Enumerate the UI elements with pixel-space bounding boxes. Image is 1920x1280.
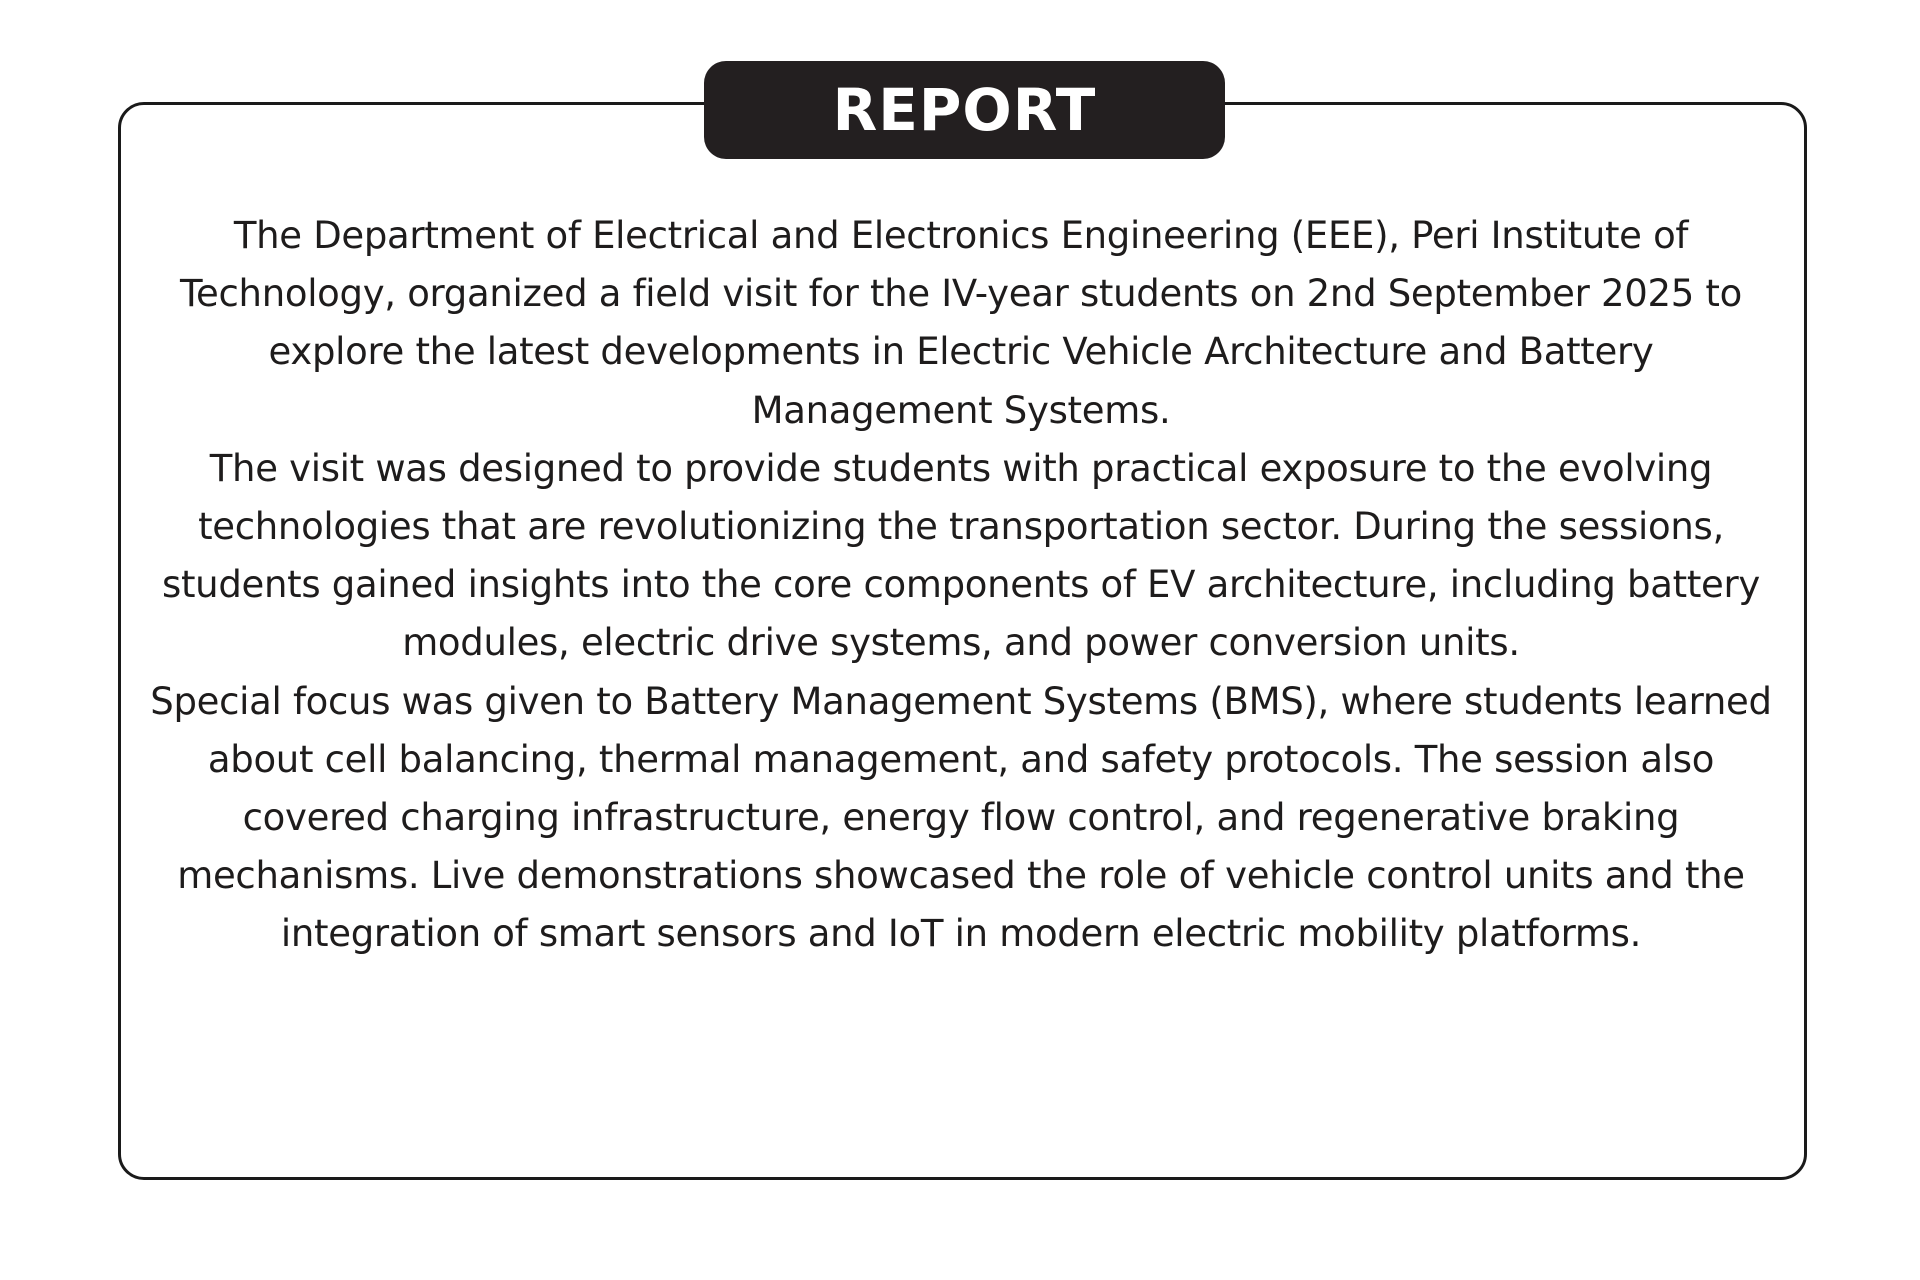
report-paragraph-visit: The visit was designed to provide students with practical exposure to the evolving technologies that are revolutionizing the transportation sector. During the sessions, students gained insights into the core components of EV architecture, including battery modules, electric drive systems, and power conversion units. [161,446,1761,665]
report-title: REPORT [832,76,1097,144]
report-body [150,207,1772,964]
report-header [704,61,1225,159]
report-paragraph-bms: Special focus was given to Battery Management Systems (BMS), where students learned about cell balancing, thermal management, and safety protocols. The session also covered charging infrastructure, energy flow control, and regenerative braking mechanisms. Live demonstrations showcased the role of vehicle control units and the integration of smart sensors and IoT in modern electric mobility platforms. [150,679,1772,956]
report-paragraph-intro: The Department of Electrical and Electronics Engineering (EEE), Peri Institute of Technology, organized a field visit for the IV-year students on 2nd September 2025 to explore the latest developments in Electric Vehicle Architecture and Battery Management Systems. [180,214,1742,432]
